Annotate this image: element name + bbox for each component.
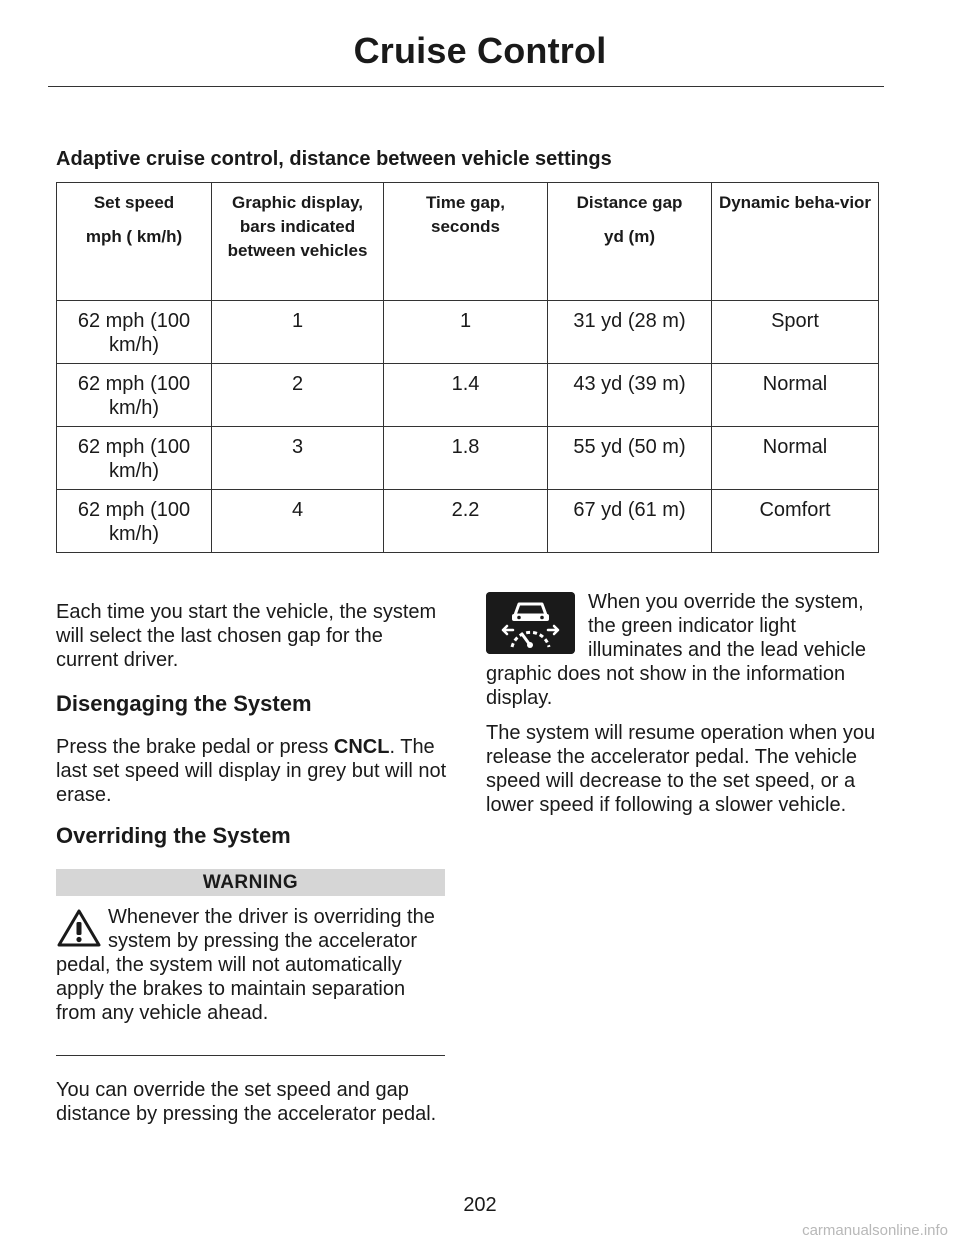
table-title: Adaptive cruise control, distance between vehicle settings xyxy=(56,148,612,170)
table-header-row xyxy=(57,183,879,301)
warning-paragraph: Whenever the driver is overriding the system by pressing the accelerator pedal, the system will not automatically apply the brakes to maintain separation from any vehicle ahead. xyxy=(56,906,435,1024)
override-paragraph: You can override the set speed and gap distance by pressing the accelerator pedal. xyxy=(56,1079,437,1125)
cell-set-speed: 62 mph (100 km/h) xyxy=(57,301,212,364)
page-title: Cruise Control xyxy=(353,30,607,71)
resume-paragraph: The system will resume operation when you release the accelerator pedal. The vehicle speed will decrease to the set speed, or a lower speed if following a slower vehicle. xyxy=(486,722,876,816)
cell-time-gap: 1.4 xyxy=(384,364,548,427)
cell-distance-gap: 55 yd (50 m) xyxy=(548,427,712,490)
intro-paragraph: Each time you start the vehicle, the system will select the last chosen gap for the current driver. xyxy=(56,601,437,671)
table-row xyxy=(57,301,879,364)
header-graphic-display: Graphic display, bars indicated between vehicles xyxy=(212,183,384,301)
cell-behavior: Normal xyxy=(712,364,879,427)
cell-time-gap: 1.8 xyxy=(384,427,548,490)
cell-distance-gap: 43 yd (39 m) xyxy=(548,364,712,427)
cncl-button-label: CNCL xyxy=(333,736,390,758)
header-divider xyxy=(48,86,884,87)
watermark: carmanualsonline.info xyxy=(802,1222,948,1239)
table-row xyxy=(57,364,879,427)
header-set-speed: Set speed mph ( km/h) xyxy=(57,183,212,301)
cell-bars: 3 xyxy=(212,427,384,490)
cell-distance-gap: 31 yd (28 m) xyxy=(548,301,712,364)
cell-distance-gap: 67 yd (61 m) xyxy=(548,490,712,553)
header-distance-gap: Distance gap yd (m) xyxy=(548,183,712,301)
cell-behavior: Sport xyxy=(712,301,879,364)
overriding-heading: Overriding the System xyxy=(56,823,291,848)
warning-label: WARNING xyxy=(56,869,445,896)
disengaging-paragraph: Press the brake pedal or press CNCL. The last set speed will display in grey but will not erase. xyxy=(56,736,447,806)
cell-behavior: Normal xyxy=(712,427,879,490)
cell-set-speed: 62 mph (100 km/h) xyxy=(57,364,212,427)
cell-time-gap: 2.2 xyxy=(384,490,548,553)
warning-divider xyxy=(56,1055,445,1056)
disengaging-heading: Disengaging the System xyxy=(56,691,312,716)
table-row xyxy=(57,427,879,490)
cell-behavior: Comfort xyxy=(712,490,879,553)
cell-set-speed: 62 mph (100 km/h) xyxy=(57,427,212,490)
table-row xyxy=(57,490,879,553)
header-time-gap: Time gap, seconds xyxy=(384,183,548,301)
cell-bars: 4 xyxy=(212,490,384,553)
header-dynamic-behavior: Dynamic beha-vior xyxy=(712,183,879,301)
cell-set-speed: 62 mph (100 km/h) xyxy=(57,490,212,553)
settings-table xyxy=(56,182,879,553)
cell-time-gap: 1 xyxy=(384,301,548,364)
page-number: 202 xyxy=(463,1194,497,1216)
cell-bars: 2 xyxy=(212,364,384,427)
indicator-paragraph: When you override the system, the green indicator light illuminates and the lead vehicle graphic does not show in the information display. xyxy=(486,591,866,709)
cell-bars: 1 xyxy=(212,301,384,364)
